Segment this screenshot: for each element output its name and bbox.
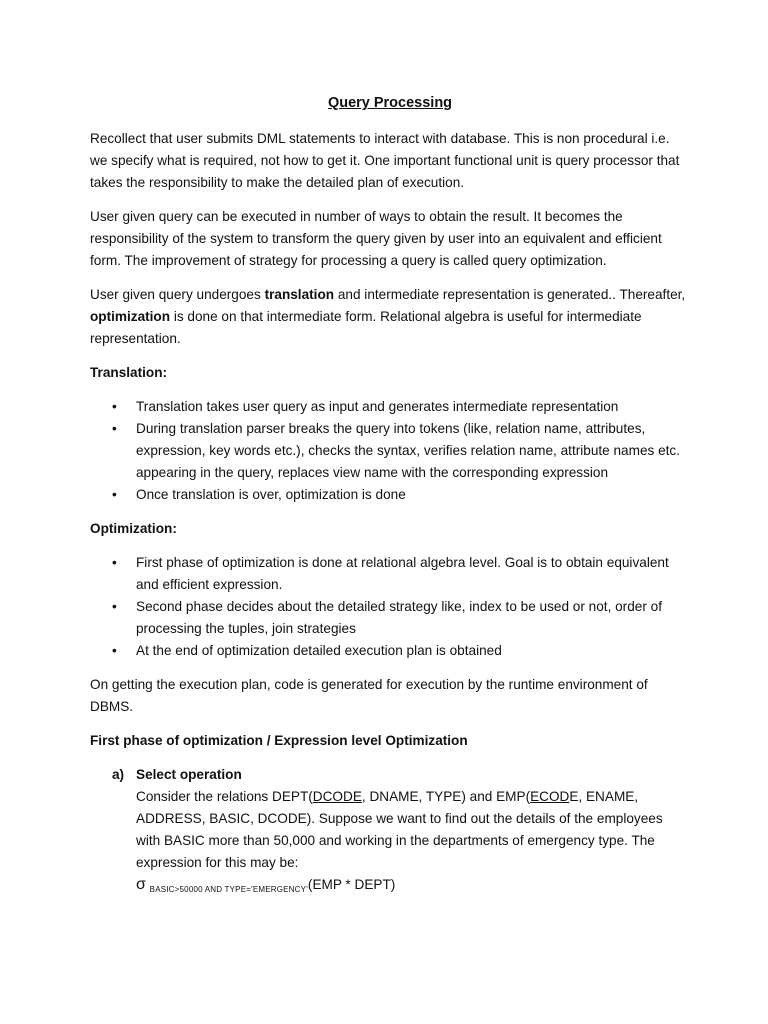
selection-condition: BASIC>50000 AND TYPE='EMERGENCY' [149, 885, 308, 894]
text-span: , DNAME, TYPE) and EMP( [361, 789, 531, 804]
sigma-symbol: σ [136, 876, 146, 893]
expression-operand: (EMP * DEPT) [307, 877, 396, 892]
primary-key-dcode: DCODE [312, 789, 362, 804]
bold-translation: translation [264, 287, 335, 302]
bullet-icon: • [112, 399, 117, 414]
item-marker: a) [112, 767, 125, 782]
list-item [90, 418, 690, 484]
optimization-list [90, 552, 690, 662]
list-item [90, 552, 690, 596]
optimization-intro-paragraph: User given query can be executed in number of ways to obtain the result. It becomes the responsibility of the system to transform the query given by user into an equivalent and efficient form. The improvement of strategy for processing a query is called query optimization. [90, 209, 662, 268]
bullet-icon: • [112, 487, 117, 502]
document-page [90, 92, 690, 901]
text-span: Consider the relations DEPT( [136, 789, 313, 804]
optimization-heading: Optimization: [90, 521, 177, 536]
intro-paragraph: Recollect that user submits DML statements to interact with database. This is non procedural i.e. we specify what is required, not how to get it. One important functional unit is query processor that takes the responsibility to make the detailed plan of execution. [90, 131, 680, 190]
text-span: is done on that intermediate form. Relational algebra is useful for intermediate representation. [90, 309, 642, 346]
bullet-icon: • [112, 643, 117, 658]
list-item-text: During translation parser breaks the query into tokens (like, relation name, attributes, expression, key words etc.), checks the syntax, verifies relation name, attribute names etc. appearing in the query, replaces view name with the corresponding expression [136, 421, 680, 480]
bullet-icon: • [112, 599, 117, 614]
primary-key-ecode: ECOD [530, 789, 570, 804]
first-phase-heading: First phase of optimization / Expression level Optimization [90, 733, 468, 748]
list-item [90, 640, 690, 662]
translation-list [90, 396, 690, 506]
list-item [90, 396, 690, 418]
translation-heading: Translation: [90, 365, 168, 380]
list-item-text: At the end of optimization detailed execution plan is obtained [136, 643, 502, 658]
translation-optimization-paragraph [90, 284, 690, 350]
execution-plan-paragraph: On getting the execution plan, code is generated for execution by the runtime environment of DBMS. [90, 677, 648, 714]
bullet-icon: • [112, 555, 117, 570]
list-item [90, 596, 690, 640]
list-item-text: Once translation is over, optimization is done [136, 487, 406, 502]
bold-optimization: optimization [90, 309, 171, 324]
text-span: User given query undergoes [90, 287, 265, 302]
list-item-text: First phase of optimization is done at relational algebra level. Goal is to obtain equivalent and efficient expression. [136, 555, 669, 592]
text-span: E, ENAME, ADDRESS, BASIC, DCODE). Suppose we want to find out the details of the employees with BASIC more than 50,000 and working in the departments of emergency type. The expression for this may be: [136, 789, 663, 870]
selection-expression [136, 874, 690, 901]
list-item-text: Second phase decides about the detailed strategy like, index to be used or not, order of processing the tuples, join strategies [136, 599, 662, 636]
page-title: Query Processing [327, 95, 453, 111]
select-operation-item [90, 764, 690, 901]
list-item-text: Translation takes user query as input and generates intermediate representation [136, 399, 619, 414]
bullet-icon: • [112, 421, 117, 436]
text-span: and intermediate representation is generated.. Thereafter, [334, 287, 686, 302]
list-item [90, 484, 690, 506]
select-operation-title: Select operation [136, 767, 242, 782]
relations-text [136, 789, 663, 870]
